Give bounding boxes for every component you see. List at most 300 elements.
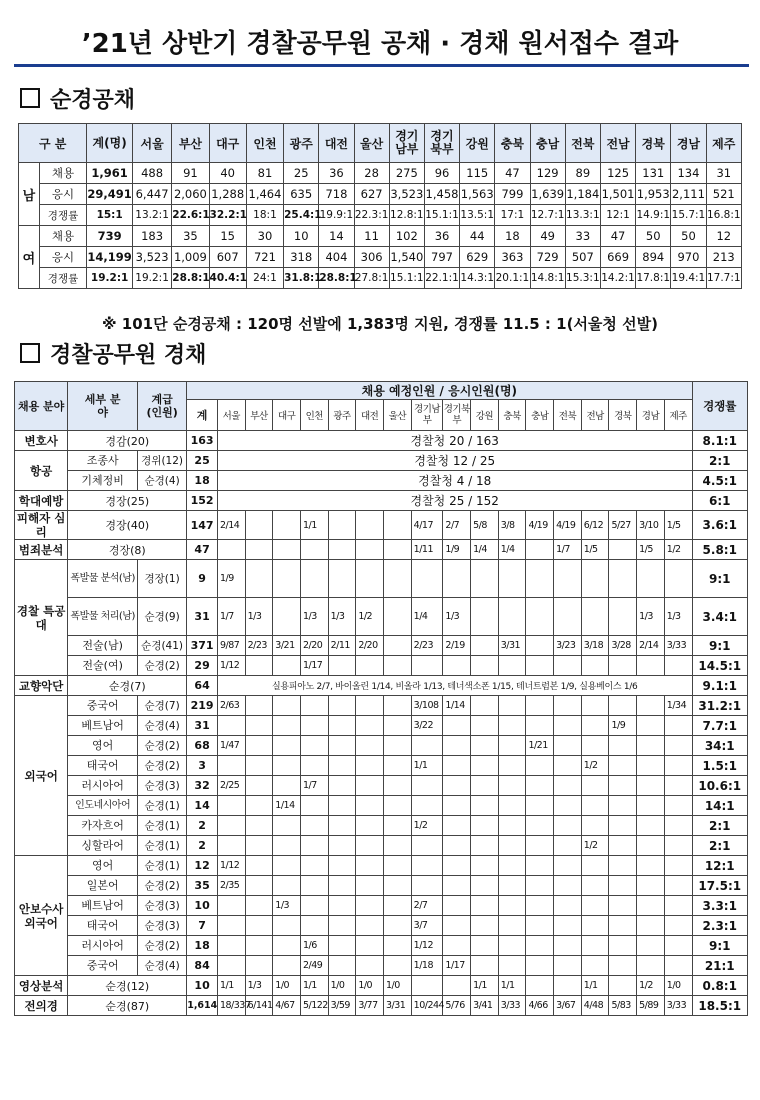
t2-region-cell: 1/14 xyxy=(273,796,301,816)
t2-region-cell: 2/20 xyxy=(300,636,328,656)
t1-cell: 1,184 xyxy=(565,184,600,205)
t1-cell: 24:1 xyxy=(246,268,283,289)
t2-region-cell: 3/28 xyxy=(609,636,637,656)
t2-region-cell: 1/1 xyxy=(300,511,328,540)
t2-total-cell: 219 xyxy=(187,696,218,716)
t1-cell: 14.2:1 xyxy=(600,268,635,289)
t2-header-region: 서울 xyxy=(217,400,245,431)
t2-region-cell xyxy=(245,916,273,936)
t1-row xyxy=(19,163,742,184)
t2-row xyxy=(15,716,748,736)
t2-field-cell: 피해자 심리 xyxy=(15,511,68,540)
t2-region-cell: 3/10 xyxy=(637,511,665,540)
title-underline xyxy=(14,64,749,67)
t2-rank-cell: 순경(1) xyxy=(138,816,187,836)
t2-region-cell xyxy=(356,936,384,956)
t2-header-field: 채용 분야 xyxy=(15,382,68,431)
t2-region-cell: 4/66 xyxy=(526,996,554,1016)
t2-ratio-cell: 34:1 xyxy=(692,736,748,756)
t2-ratio-cell: 31.2:1 xyxy=(692,696,748,716)
t1-cell: 96 xyxy=(424,163,459,184)
t2-row xyxy=(15,976,748,996)
t2-region-cell xyxy=(245,540,273,560)
t2-region-cell: 4/19 xyxy=(554,511,582,540)
t2-region-cell xyxy=(471,598,499,636)
t1-cell: 28 xyxy=(354,163,389,184)
t2-region-cell xyxy=(664,956,692,976)
t2-total-cell: 2 xyxy=(187,836,218,856)
t2-region-cell xyxy=(411,560,443,598)
t2-detail-cell: 경장(8) xyxy=(68,540,187,560)
t2-region-cell: 1/0 xyxy=(328,976,356,996)
t2-total-cell: 152 xyxy=(187,491,218,511)
t1-header-cell: 전북 xyxy=(565,124,600,163)
t2-header-row-1 xyxy=(15,382,748,400)
t1-cell: 131 xyxy=(636,163,671,184)
t1-row xyxy=(19,247,742,268)
t2-region-cell: 4/67 xyxy=(273,996,301,1016)
t2-region-cell xyxy=(273,696,301,716)
t2-region-cell xyxy=(609,976,637,996)
t2-region-cell xyxy=(471,956,499,976)
t2-rank-cell: 순경(41) xyxy=(138,636,187,656)
t2-region-cell: 1/1 xyxy=(581,976,609,996)
table-special-recruitment xyxy=(14,381,748,1016)
t2-region-cell: 1/3 xyxy=(328,598,356,636)
t2-region-cell xyxy=(217,896,245,916)
t1-cell: 15.7:1 xyxy=(671,205,706,226)
t2-region-cell xyxy=(300,796,328,816)
t2-region-cell xyxy=(217,756,245,776)
t2-region-cell xyxy=(273,598,301,636)
t2-region-cell xyxy=(328,511,356,540)
t2-row xyxy=(15,936,748,956)
t2-region-cell: 2/23 xyxy=(411,636,443,656)
t2-row xyxy=(15,996,748,1016)
t2-region-cell: 3/67 xyxy=(554,996,582,1016)
t2-region-cell xyxy=(356,716,384,736)
t2-region-cell: 4/48 xyxy=(581,996,609,1016)
t2-region-cell xyxy=(526,696,554,716)
t1-cell: 521 xyxy=(706,184,741,205)
t2-region-cell xyxy=(328,856,356,876)
t2-header-region: 경기북부 xyxy=(443,400,471,431)
t2-region-cell xyxy=(356,540,384,560)
t2-region-cell xyxy=(383,956,411,976)
t2-region-cell: 1/9 xyxy=(443,540,471,560)
t2-region-cell xyxy=(637,716,665,736)
t2-total-cell: 371 xyxy=(187,636,218,656)
t1-header-cell: 충북 xyxy=(495,124,530,163)
t2-ratio-cell: 9:1 xyxy=(692,936,748,956)
t2-row xyxy=(15,676,748,696)
t2-region-cell xyxy=(273,511,301,540)
t1-header-cell: 강원 xyxy=(460,124,495,163)
t2-detail-cell: 전술(여) xyxy=(68,656,138,676)
t2-region-cell xyxy=(245,936,273,956)
t2-region-cell xyxy=(637,896,665,916)
t2-region-cell xyxy=(498,756,526,776)
t2-region-cell xyxy=(356,796,384,816)
t1-cell: 12:1 xyxy=(600,205,635,226)
t2-region-cell xyxy=(328,896,356,916)
t2-region-cell xyxy=(637,656,665,676)
t2-region-cell xyxy=(245,716,273,736)
page-title: ’21년 상반기 경찰공무원 공채 · 경채 원서접수 결과 xyxy=(81,29,679,59)
t2-region-cell xyxy=(526,936,554,956)
t2-region-cell xyxy=(411,836,443,856)
t2-region-cell xyxy=(356,876,384,896)
t1-cell: 44 xyxy=(460,226,495,247)
t2-region-cell xyxy=(664,936,692,956)
t2-detail-cell: 조종사 xyxy=(68,451,138,471)
t2-region-cell xyxy=(526,836,554,856)
t2-region-cell: 1/1 xyxy=(411,756,443,776)
t2-region-cell xyxy=(245,511,273,540)
t2-rank-cell: 경위(12) xyxy=(138,451,187,471)
t2-region-cell: 1/3 xyxy=(273,896,301,916)
t2-region-cell: 5/27 xyxy=(609,511,637,540)
t2-field-cell: 전의경 xyxy=(15,996,68,1016)
t1-header-cell: 충남 xyxy=(530,124,565,163)
t2-region-cell xyxy=(383,936,411,956)
t2-rank-cell: 순경(2) xyxy=(138,936,187,956)
t2-region-cell: 1/3 xyxy=(245,598,273,636)
t2-region-cell xyxy=(383,696,411,716)
t2-field-cell: 안보수사 외국어 xyxy=(15,856,68,976)
t1-cell: 13.3:1 xyxy=(565,205,600,226)
t2-region-cell: 4/19 xyxy=(526,511,554,540)
t2-region-cell: 1/2 xyxy=(411,816,443,836)
t2-region-cell xyxy=(637,956,665,976)
t2-region-cell xyxy=(471,896,499,916)
t2-region-cell xyxy=(245,756,273,776)
t2-total-cell: 3 xyxy=(187,756,218,776)
t1-cell: 81 xyxy=(246,163,283,184)
t2-region-cell: 1/17 xyxy=(443,956,471,976)
t2-region-cell xyxy=(273,560,301,598)
t2-header-region: 전북 xyxy=(554,400,582,431)
t1-row xyxy=(19,184,742,205)
t2-region-cell: 2/20 xyxy=(356,636,384,656)
t2-region-cell xyxy=(356,836,384,856)
t2-header-region: 대전 xyxy=(356,400,384,431)
t2-region-cell xyxy=(411,776,443,796)
t2-region-cell xyxy=(526,956,554,976)
t2-ratio-cell: 5.8:1 xyxy=(692,540,748,560)
t2-field-cell: 항공 xyxy=(15,451,68,491)
t2-region-cell: 1/4 xyxy=(411,598,443,636)
t2-region-cell xyxy=(609,936,637,956)
t2-region-cell: 1/2 xyxy=(637,976,665,996)
t2-region-cell xyxy=(411,856,443,876)
t2-region-cell xyxy=(637,736,665,756)
t2-region-cell xyxy=(273,956,301,976)
t2-region-cell: 3/23 xyxy=(554,636,582,656)
t2-region-cell xyxy=(383,856,411,876)
t1-cell: 213 xyxy=(706,247,741,268)
t1-cell: 1,563 xyxy=(460,184,495,205)
t2-region-cell xyxy=(637,696,665,716)
t2-region-cell xyxy=(443,816,471,836)
t2-region-cell xyxy=(273,776,301,796)
t1-cell: 40.4:1 xyxy=(209,268,246,289)
t2-region-cell xyxy=(581,916,609,936)
t2-region-cell xyxy=(356,656,384,676)
t2-region-cell xyxy=(328,936,356,956)
t2-detail-cell: 전술(남) xyxy=(68,636,138,656)
t2-region-cell xyxy=(443,836,471,856)
t2-rank-cell: 순경(1) xyxy=(138,856,187,876)
t2-region-cell xyxy=(581,816,609,836)
t2-region-cell xyxy=(471,916,499,936)
t2-header-region: 인천 xyxy=(300,400,328,431)
t1-cell: 35 xyxy=(172,226,209,247)
t2-region-cell: 2/35 xyxy=(217,876,245,896)
t1-cell: 970 xyxy=(671,247,706,268)
t1-header-cell: 대구 xyxy=(209,124,246,163)
t1-cell: 31.8:1 xyxy=(284,268,319,289)
t1-cell: 27.8:1 xyxy=(354,268,389,289)
t1-cell: 25.4:1 xyxy=(284,205,319,226)
t1-cell: 1,288 xyxy=(209,184,246,205)
t2-field-cell: 경찰 특공대 xyxy=(15,560,68,676)
t2-region-cell: 1/7 xyxy=(300,776,328,796)
t2-ratio-cell: 14:1 xyxy=(692,796,748,816)
t2-region-cell xyxy=(245,796,273,816)
t1-cell: 10 xyxy=(284,226,319,247)
t2-region-cell xyxy=(471,560,499,598)
t2-region-cell xyxy=(471,736,499,756)
t2-row xyxy=(15,836,748,856)
t2-region-cell xyxy=(581,560,609,598)
t1-cell: 739 xyxy=(87,226,133,247)
t2-row xyxy=(15,736,748,756)
t1-cell: 13.5:1 xyxy=(460,205,495,226)
t2-region-cell: 2/23 xyxy=(245,636,273,656)
t1-cell: 17:1 xyxy=(495,205,530,226)
t2-detail-cell: 태국어 xyxy=(68,916,138,936)
t2-region-cell xyxy=(471,756,499,776)
t1-row-label: 경쟁률 xyxy=(39,268,87,289)
t2-region-cell xyxy=(609,560,637,598)
t2-region-cell xyxy=(581,656,609,676)
t1-cell: 607 xyxy=(209,247,246,268)
t1-cell: 50 xyxy=(636,226,671,247)
t2-region-cell xyxy=(554,856,582,876)
t2-row xyxy=(15,916,748,936)
t2-row xyxy=(15,696,748,716)
t2-region-cell xyxy=(217,540,245,560)
t2-region-cell xyxy=(609,856,637,876)
t2-region-cell: 1/6 xyxy=(300,936,328,956)
t2-region-cell: 3/21 xyxy=(273,636,301,656)
t2-region-cell xyxy=(498,716,526,736)
t1-cell: 13.2:1 xyxy=(132,205,171,226)
t2-region-cell xyxy=(328,736,356,756)
t2-detail-cell: 폭발물 처리(남) xyxy=(68,598,138,636)
t2-region-cell xyxy=(273,916,301,936)
t1-group-label: 여 xyxy=(19,226,40,289)
t2-region-cell xyxy=(498,896,526,916)
t1-group-label: 남 xyxy=(19,163,40,226)
t1-header-cell: 인천 xyxy=(246,124,283,163)
t2-region-cell xyxy=(637,836,665,856)
t2-region-cell xyxy=(609,776,637,796)
t2-detail-cell: 중국어 xyxy=(68,696,138,716)
t2-total-cell: 9 xyxy=(187,560,218,598)
t2-region-cell: 3/108 xyxy=(411,696,443,716)
t2-region-cell: 18/337 xyxy=(217,996,245,1016)
t2-region-cell xyxy=(664,776,692,796)
t2-region-cell xyxy=(383,716,411,736)
t2-field-cell: 영상분석 xyxy=(15,976,68,996)
t2-total-cell: 47 xyxy=(187,540,218,560)
t2-ratio-cell: 12:1 xyxy=(692,856,748,876)
t2-ratio-cell: 3.4:1 xyxy=(692,598,748,636)
t2-rank-cell: 순경(4) xyxy=(138,716,187,736)
t2-region-cell xyxy=(637,816,665,836)
t2-region-cell: 5/76 xyxy=(443,996,471,1016)
t2-detail-cell: 경감(20) xyxy=(68,431,187,451)
t1-row-label: 응시 xyxy=(39,184,87,205)
t2-region-cell xyxy=(526,876,554,896)
t2-region-cell xyxy=(609,796,637,816)
t2-region-cell xyxy=(328,816,356,836)
t2-detail-cell: 영어 xyxy=(68,856,138,876)
t1-cell: 183 xyxy=(132,226,171,247)
t2-ratio-cell: 6:1 xyxy=(692,491,748,511)
t2-detail-cell: 순경(7) xyxy=(68,676,187,696)
section-heading-1 xyxy=(20,86,135,116)
t2-rank-cell: 순경(4) xyxy=(138,956,187,976)
t2-region-cell: 1/7 xyxy=(554,540,582,560)
t1-cell: 14.3:1 xyxy=(460,268,495,289)
t2-region-cell: 1/47 xyxy=(217,736,245,756)
t2-region-cell xyxy=(498,656,526,676)
t2-header-region: 대구 xyxy=(273,400,301,431)
t1-cell: 1,961 xyxy=(87,163,133,184)
t1-cell: 3,523 xyxy=(132,247,171,268)
t2-detail-cell: 순경(87) xyxy=(68,996,187,1016)
t2-region-cell xyxy=(664,560,692,598)
t2-detail-cell: 경장(40) xyxy=(68,511,187,540)
t2-region-cell xyxy=(300,876,328,896)
t1-cell: 1,464 xyxy=(246,184,283,205)
t2-region-cell xyxy=(411,876,443,896)
t2-region-cell xyxy=(554,836,582,856)
t1-cell: 49 xyxy=(530,226,565,247)
t1-cell: 318 xyxy=(284,247,319,268)
t1-cell: 19.2:1 xyxy=(87,268,133,289)
t2-region-cell xyxy=(498,560,526,598)
t2-region-cell xyxy=(328,540,356,560)
t1-cell: 115 xyxy=(460,163,495,184)
t1-cell: 17.8:1 xyxy=(636,268,671,289)
t1-cell: 799 xyxy=(495,184,530,205)
t2-region-cell xyxy=(664,916,692,936)
t1-row xyxy=(19,226,742,247)
t1-cell: 894 xyxy=(636,247,671,268)
t2-rank-cell: 순경(2) xyxy=(138,756,187,776)
t1-cell: 29,491 xyxy=(87,184,133,205)
t1-cell: 12.8:1 xyxy=(389,205,424,226)
t2-region-cell xyxy=(637,856,665,876)
t2-region-cell: 1/0 xyxy=(273,976,301,996)
t2-region-cell xyxy=(498,796,526,816)
t2-region-cell: 1/4 xyxy=(471,540,499,560)
t2-total-cell: 12 xyxy=(187,856,218,876)
t2-total-cell: 10 xyxy=(187,976,218,996)
t2-region-cell xyxy=(581,896,609,916)
t2-region-cell xyxy=(526,896,554,916)
t2-ratio-cell: 8.1:1 xyxy=(692,431,748,451)
t2-total-cell: 68 xyxy=(187,736,218,756)
t2-region-cell xyxy=(273,856,301,876)
t1-header-cell: 부산 xyxy=(172,124,209,163)
t2-region-cell xyxy=(443,716,471,736)
t2-region-cell xyxy=(664,876,692,896)
t2-region-cell: 1/0 xyxy=(664,976,692,996)
t2-region-cell: 1/4 xyxy=(498,540,526,560)
section-2-label: 경찰공무원 경채 xyxy=(50,343,207,368)
t2-region-cell: 3/7 xyxy=(411,916,443,936)
t2-region-cell xyxy=(356,696,384,716)
t2-region-cell xyxy=(526,756,554,776)
t2-region-cell: 1/2 xyxy=(356,598,384,636)
t2-region-cell xyxy=(554,756,582,776)
t2-region-cell xyxy=(383,540,411,560)
t2-region-cell xyxy=(471,836,499,856)
t1-cell: 40 xyxy=(209,163,246,184)
t2-region-cell xyxy=(443,796,471,816)
t2-region-cell xyxy=(328,560,356,598)
t1-cell: 15 xyxy=(209,226,246,247)
t2-region-cell: 1/11 xyxy=(411,540,443,560)
t2-detail-cell: 러시아어 xyxy=(68,776,138,796)
t2-region-cell xyxy=(581,856,609,876)
t2-region-cell xyxy=(581,598,609,636)
t2-region-cell xyxy=(471,776,499,796)
t2-region-cell xyxy=(554,956,582,976)
t1-cell: 1,009 xyxy=(172,247,209,268)
t2-total-cell: 18 xyxy=(187,936,218,956)
t2-total-cell: 32 xyxy=(187,776,218,796)
t2-region-cell xyxy=(581,796,609,816)
t2-region-cell: 1/3 xyxy=(664,598,692,636)
t2-header-rank: 계급 (인원) xyxy=(138,382,187,431)
t2-header-region: 경남 xyxy=(637,400,665,431)
t1-header-cell: 경북 xyxy=(636,124,671,163)
t2-region-cell: 3/77 xyxy=(356,996,384,1016)
t2-row xyxy=(15,471,748,491)
t2-region-cell xyxy=(356,956,384,976)
t2-region-cell xyxy=(300,540,328,560)
t2-region-cell xyxy=(217,916,245,936)
t2-detail-cell: 순경(12) xyxy=(68,976,187,996)
t2-header-ratio: 경쟁률 xyxy=(692,382,748,431)
t2-region-cell: 1/34 xyxy=(664,696,692,716)
t2-region-cell: 2/7 xyxy=(443,511,471,540)
t2-region-cell xyxy=(471,716,499,736)
t2-region-cell xyxy=(328,776,356,796)
t2-region-cell xyxy=(383,756,411,776)
t1-cell: 15:1 xyxy=(87,205,133,226)
t2-region-cell xyxy=(609,896,637,916)
t2-region-cell xyxy=(609,656,637,676)
t2-rank-cell: 순경(2) xyxy=(138,656,187,676)
t2-region-cell xyxy=(245,876,273,896)
